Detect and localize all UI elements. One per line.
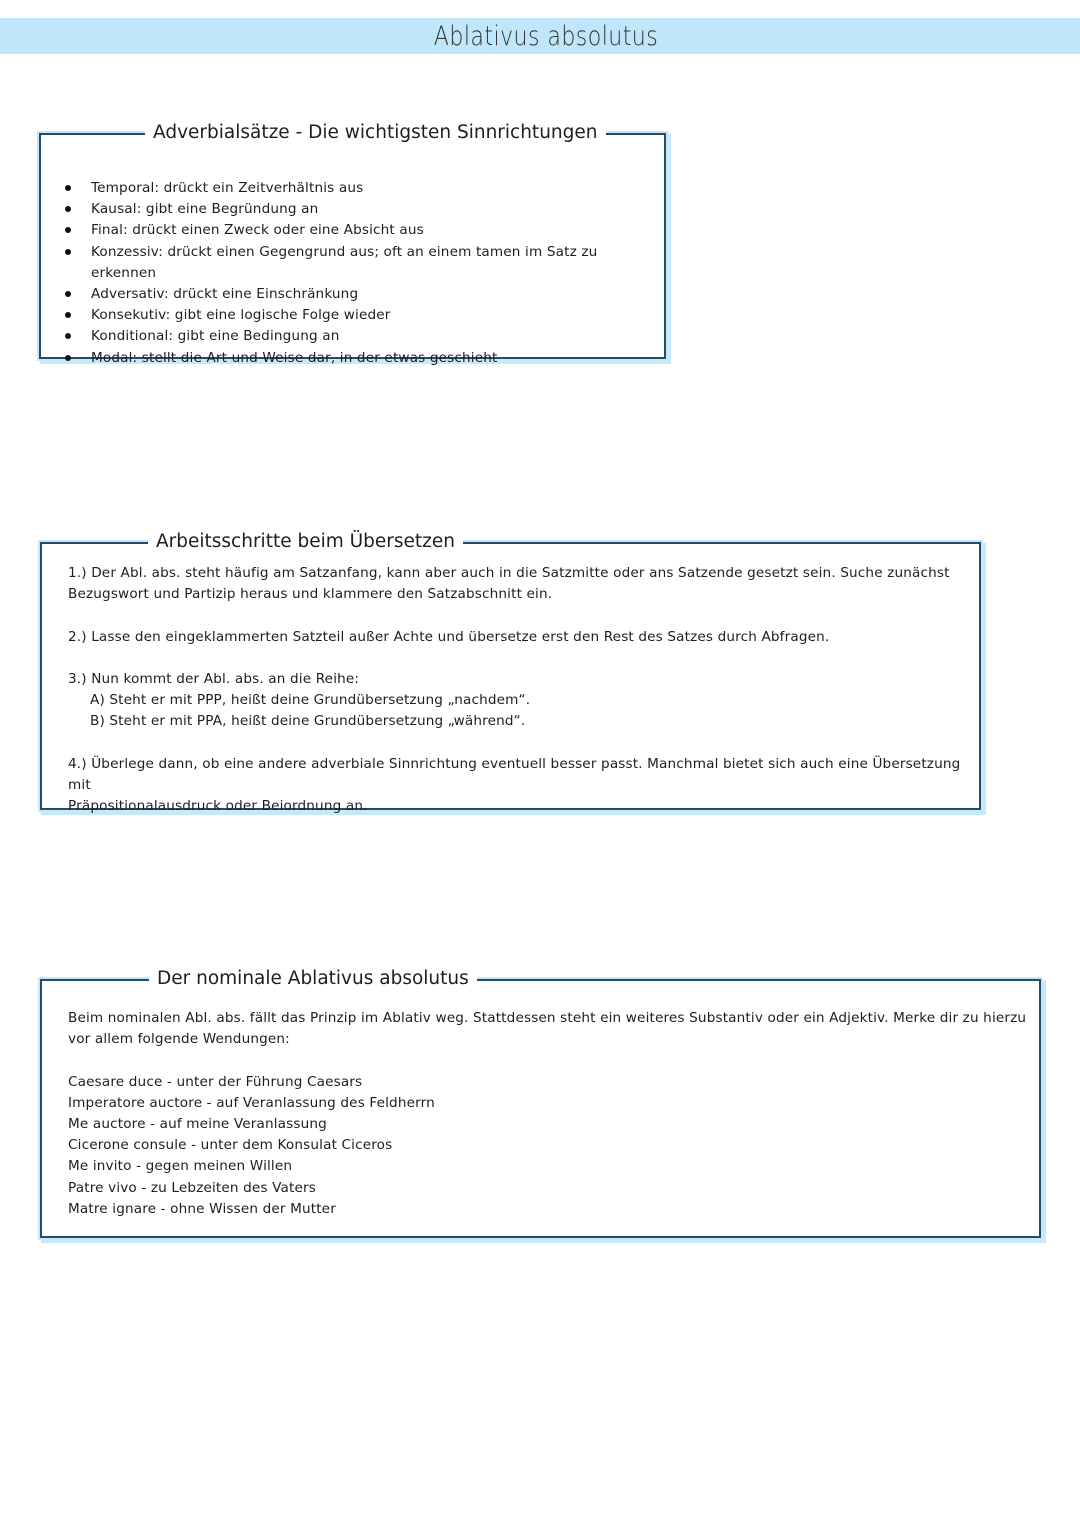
step-2: 2.) Lasse den eingeklammerten Satzteil außer Achte und übersetze erst den Rest des Satzes durch Abfragen. [68,628,830,645]
step-3-b: B) Steht er mit PPA, heißt deine Grundübersetzung „während“. [90,713,526,730]
phrase-item: Caesare duce - unter der Führung Caesars [68,1073,363,1090]
phrase-item: Matre ignare - ohne Wissen der Mutter [68,1200,336,1217]
list-item: Konsekutiv: gibt eine logische Folge wieder [41,305,664,326]
nominal-ablative-box [40,968,1041,1238]
phrase-item: Imperatore auctore - auf Veranlassung des Feldherrn [68,1094,435,1111]
list-item: Konditional: gibt eine Bedingung an [41,326,664,347]
nominal-ablative-title: Der nominale Ablativus absolutus [149,965,477,993]
list-item: Kausal: gibt eine Begründung an [41,199,664,220]
translation-steps-box [40,531,981,815]
intro-line-2: vor allem folgende Wendungen: [68,1031,290,1048]
sense-directions-list [41,178,664,369]
phrase-item: Me invito - gegen meinen Willen [68,1158,293,1175]
adverbial-clauses-title: Adverbialsätze - Die wichtigsten Sinnrichtungen [145,119,606,147]
nominal-ablative-content [68,1008,1033,1220]
phrase-item: Me auctore - auf meine Veranlassung [68,1116,327,1132]
step-3: 3.) Nun kommt der Abl. abs. an die Reihe: [68,670,360,687]
step-4-line-1: 4.) Überlege dann, ob eine andere adverbiale Sinnrichtung eventuell besser passt. Manchmal bietet sich auch eine Übersetzung mit [68,755,961,793]
page-title: Ablativus absolutus [433,21,659,52]
list-item: Modal: stellt die Art und Weise dar, in der etwas geschieht [41,348,664,369]
adverbial-clauses-box [39,122,666,366]
list-item: Final: drückt einen Zweck oder eine Absicht aus [41,220,664,241]
list-item: Temporal: drückt ein Zeitverhältnis aus [41,178,664,199]
list-item: Konzessiv: drückt einen Gegengrund aus; oft an einem tamen im Satz zu erkennen [41,242,664,284]
step-1-line-1: 1.) Der Abl. abs. steht häufig am Satzanfang, kann aber auch in die Satzmitte oder ans Satzende gesetzt sein. Suche zunächst [68,565,950,581]
phrase-item: Patre vivo - zu Lebzeiten des Vaters [68,1179,316,1196]
translation-steps-title: Arbeitsschritte beim Übersetzen [148,528,463,556]
intro-line-1: Beim nominalen Abl. abs. fällt das Prinzip im Ablativ weg. Stattdessen steht ein weiteres Substantiv oder ein Adjektiv. Merke dir zu hierzu [68,1010,1027,1026]
phrase-item: Cicerone consule - unter dem Konsulat Ciceros [68,1137,393,1154]
list-item: Adversativ: drückt eine Einschränkung [41,284,664,305]
step-3-a: A) Steht er mit PPP, heißt deine Grundübersetzung „nachdem“. [90,692,531,709]
step-4-line-2: Präpositionalausdruck oder Beiordnung an. [68,798,368,815]
step-1-line-2: Bezugswort und Partizip heraus und klammere den Satzabschnitt ein. [68,586,553,603]
translation-steps-content [68,563,973,817]
